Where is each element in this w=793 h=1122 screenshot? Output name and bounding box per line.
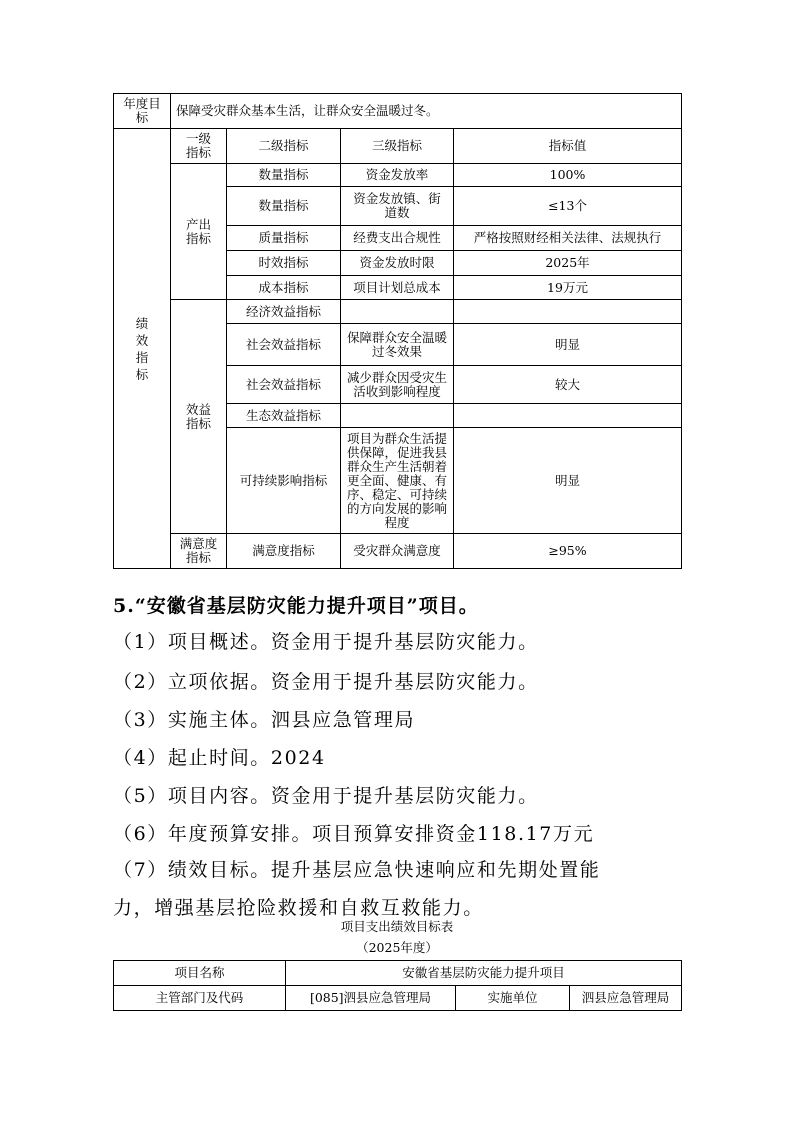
header-level1: 一级指标 [171, 129, 227, 164]
table-row-l2: 社会效益指标 [227, 324, 341, 366]
table-row-value [454, 404, 682, 428]
output-indicator-label: 产出指标 [171, 164, 227, 300]
table-row-l2: 可持续影响指标 [227, 428, 341, 534]
table-row-value: ≤13个 [454, 187, 682, 226]
table-title: 项目支出绩效目标表 [340, 919, 454, 934]
impl-label: 实施单位 [456, 986, 570, 1011]
paragraph-4: （4）起止时间。2024 [113, 747, 326, 769]
table-row-l2: 时效指标 [227, 251, 341, 276]
table-row-l3: 受灾群众满意度 [341, 534, 454, 569]
table-row-value: 2025年 [454, 251, 682, 276]
header-level3: 三级指标 [341, 129, 454, 164]
table-row-l2: 数量指标 [227, 164, 341, 187]
performance-indicator-table [113, 93, 682, 569]
satisfaction-indicator-label: 满意度指标 [171, 534, 227, 569]
table-row-l3: 资金发放率 [341, 164, 454, 187]
dept-label: 主管部门及代码 [114, 986, 286, 1011]
table-row-value: 严格按照财经相关法律、法规执行 [454, 226, 682, 251]
project-target-table [113, 960, 682, 1011]
table-row-l2: 数量指标 [227, 187, 341, 226]
table-row-l3: 资金发放时限 [341, 251, 454, 276]
dept-value: [085]泗县应急管理局 [286, 986, 456, 1011]
paragraph-5: （5）项目内容。资金用于提升基层防灾能力。 [113, 785, 539, 807]
header-level2: 二级指标 [227, 129, 341, 164]
table-row-value: 19万元 [454, 276, 682, 300]
section-heading: 5.“安徽省基层防灾能力提升项目”项目。 [113, 595, 479, 617]
paragraph-1: （1）项目概述。资金用于提升基层防灾能力。 [113, 631, 539, 653]
table-row-l3: 项目为群众生活提供保障，促进我县群众生产生活朝着更全面、健康、有序、稳定、可持续的方向发展的影响程度 [341, 428, 454, 534]
paragraph-6: （6）年度预算安排。项目预算安排资金118.17万元 [113, 823, 595, 845]
table-row-value: 明显 [454, 324, 682, 366]
table-row-l2: 成本指标 [227, 276, 341, 300]
annual-goal-text: 保障受灾群众基本生活，让群众安全温暖过冬。 [171, 94, 682, 129]
table-row-l3: 保障群众安全温暖过冬效果 [341, 324, 454, 366]
annual-goal-label: 年度目标 [114, 94, 171, 129]
paragraph-7-continued: 力，增强基层抢险救援和自救互救能力。 [113, 897, 484, 919]
table-row-l2: 满意度指标 [227, 534, 341, 569]
table-row-l3: 项目计划总成本 [341, 276, 454, 300]
table-row-l2: 经济效益指标 [227, 300, 341, 324]
project-name-value: 安徽省基层防灾能力提升项目 [286, 961, 682, 986]
table-row-l2: 生态效益指标 [227, 404, 341, 428]
table-row-value: 明显 [454, 428, 682, 534]
impl-value: 泗县应急管理局 [570, 986, 682, 1011]
benefit-indicator-label: 效益指标 [171, 300, 227, 534]
project-name-label: 项目名称 [114, 961, 286, 986]
table-row-l3: 经费支出合规性 [341, 226, 454, 251]
table-year: （2025年度） [356, 940, 438, 955]
table-row-l3: 资金发放镇、街道数 [341, 187, 454, 226]
table-row-value: ≥95% [454, 534, 682, 569]
table-row-value: 100% [454, 164, 682, 187]
table-row-value [454, 300, 682, 324]
table-row-l3: 减少群众因受灾生活收到影响程度 [341, 366, 454, 404]
table-row-value: 较大 [454, 366, 682, 404]
table-row-l3 [341, 404, 454, 428]
table-row-l2: 质量指标 [227, 226, 341, 251]
header-value: 指标值 [454, 129, 682, 164]
table-row-l2: 社会效益指标 [227, 366, 341, 404]
paragraph-3: （3）实施主体。泗县应急管理局 [113, 709, 416, 731]
perf-indicator-label: 绩效指标 [114, 129, 171, 569]
paragraph-2: （2）立项依据。资金用于提升基层防灾能力。 [113, 671, 539, 693]
table-row-l3 [341, 300, 454, 324]
paragraph-7: （7）绩效目标。提升基层应急快速响应和先期处置能 [113, 859, 601, 881]
